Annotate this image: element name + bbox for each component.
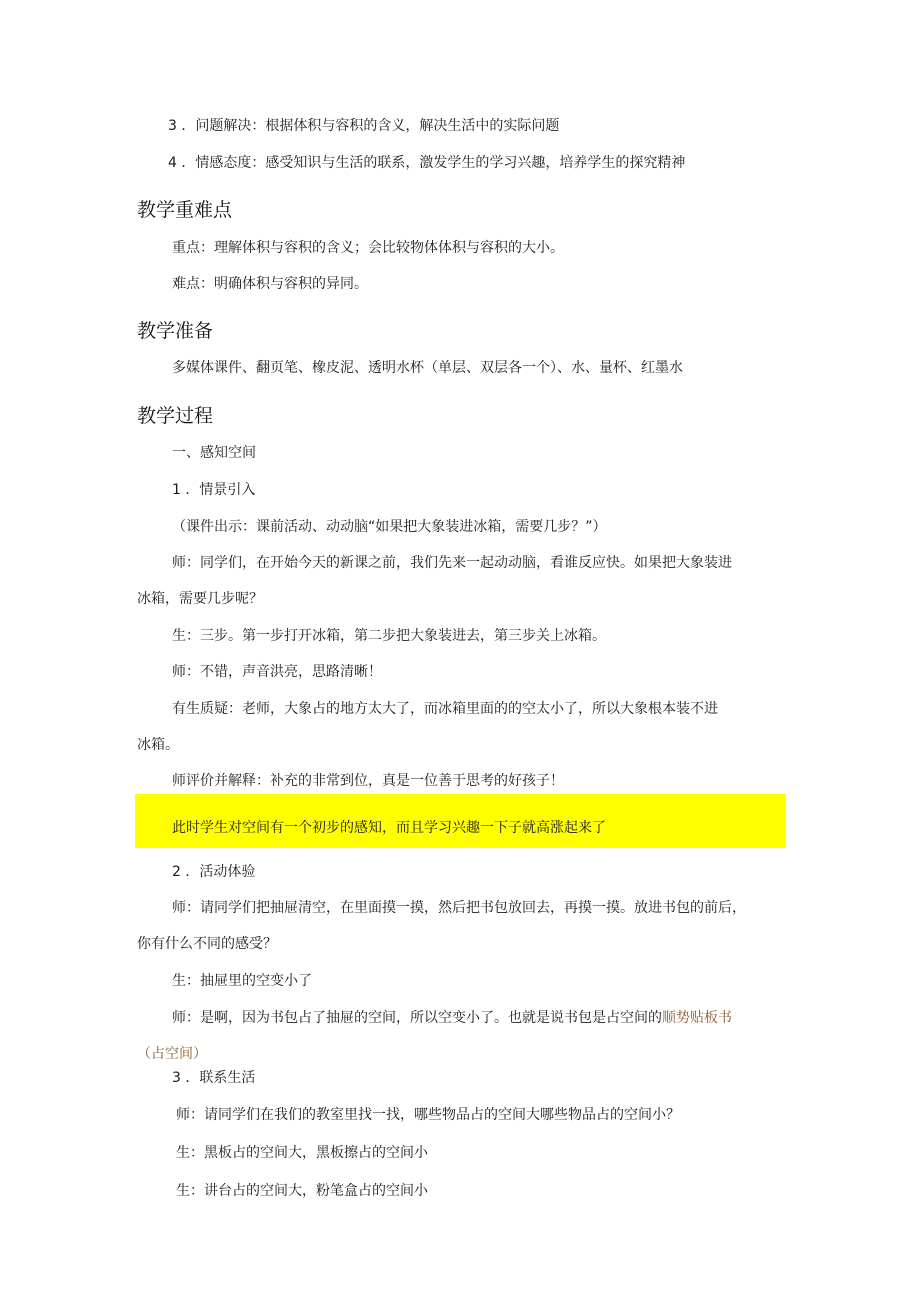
teacher-question-line-1: 师：同学们，在开始今天的新课之前，我们先来一起动动脑，看谁反应快。如果把大象装进: [172, 555, 732, 571]
teacher-instruction-line-1: 师：请同学们把抽屉清空，在里面摸一摸，然后把书包放回去，再摸一摸。放进书包的前后，: [172, 900, 746, 916]
objective-item-3: 3 ．问题解决：根据体积与容积的含义，解决生活中的实际问题: [168, 118, 560, 134]
board-note: （占空间）: [137, 1046, 207, 1062]
teacher-question-line-2: 冰箱，需要几步呢？: [137, 591, 263, 607]
key-point-difficulty: 难点：明确体积与容积的异同。: [172, 276, 368, 292]
preparation-heading: 教学准备: [137, 320, 214, 342]
student-response: 生：抽屉里的空变小了: [172, 973, 312, 989]
teacher-explanation-text: 师：是啊，因为书包占了抽屉的空间，所以空变小了。也就是说书包是占空间的: [172, 1010, 662, 1026]
step-2-title: 2 ．活动体验: [172, 864, 256, 880]
key-points-heading: 教学重难点: [137, 199, 233, 221]
courseware-note: （课件出示：课前活动、动动脑“如果把大象装进冰箱，需要几步？”）: [172, 519, 607, 535]
step-1-title: 1 ．情景引入: [172, 482, 256, 498]
student-answer-2: 生：讲台占的空间大，粉笔盒占的空间小: [176, 1183, 428, 1199]
process-heading: 教学过程: [137, 405, 214, 427]
teacher-evaluation: 师评价并解释：补充的非常到位，真是一位善于思考的好孩子！: [172, 773, 564, 789]
section-1-title: 一、感知空间: [172, 445, 256, 461]
student-answer-1: 生：黑板占的空间大，黑板擦占的空间小: [176, 1145, 428, 1161]
teacher-praise: 师：不错，声音洪亮，思路清晰！: [172, 664, 382, 680]
student-answer: 生：三步。第一步打开冰箱，第二步把大象装进去，第三步关上冰箱。: [172, 628, 606, 644]
key-point-focus: 重点：理解体积与容积的含义；会比较物体体积与容积的大小。: [172, 240, 564, 256]
teacher-question: 师：请同学们在我们的教室里找一找，哪些物品占的空间大哪些物品占的空间小？: [176, 1107, 680, 1123]
step-3-title: 3 ．联系生活: [172, 1070, 256, 1086]
board-annotation: 顺势贴板书: [662, 1010, 732, 1026]
teacher-explanation: [172, 1008, 732, 1028]
student-doubt-line-1: 有生质疑：老师，大象占的地方太大了，而冰箱里面的的空太小了，所以大象根本装不进: [172, 701, 718, 717]
preparation-materials: 多媒体课件、翻页笔、橡皮泥、透明水杯（单层、双层各一个）、水、量杯、红墨水: [172, 360, 683, 376]
student-doubt-line-2: 冰箱。: [137, 737, 179, 753]
objective-item-4: 4 ．情感态度：感受知识与生活的联系，激发学生的学习兴趣，培养学生的探究精神: [168, 155, 686, 171]
highlighted-note: 此时学生对空间有一个初步的感知，而且学习兴趣一下子就高涨起来了: [172, 820, 606, 836]
teacher-instruction-line-2: 你有什么不同的感受？: [137, 936, 277, 952]
